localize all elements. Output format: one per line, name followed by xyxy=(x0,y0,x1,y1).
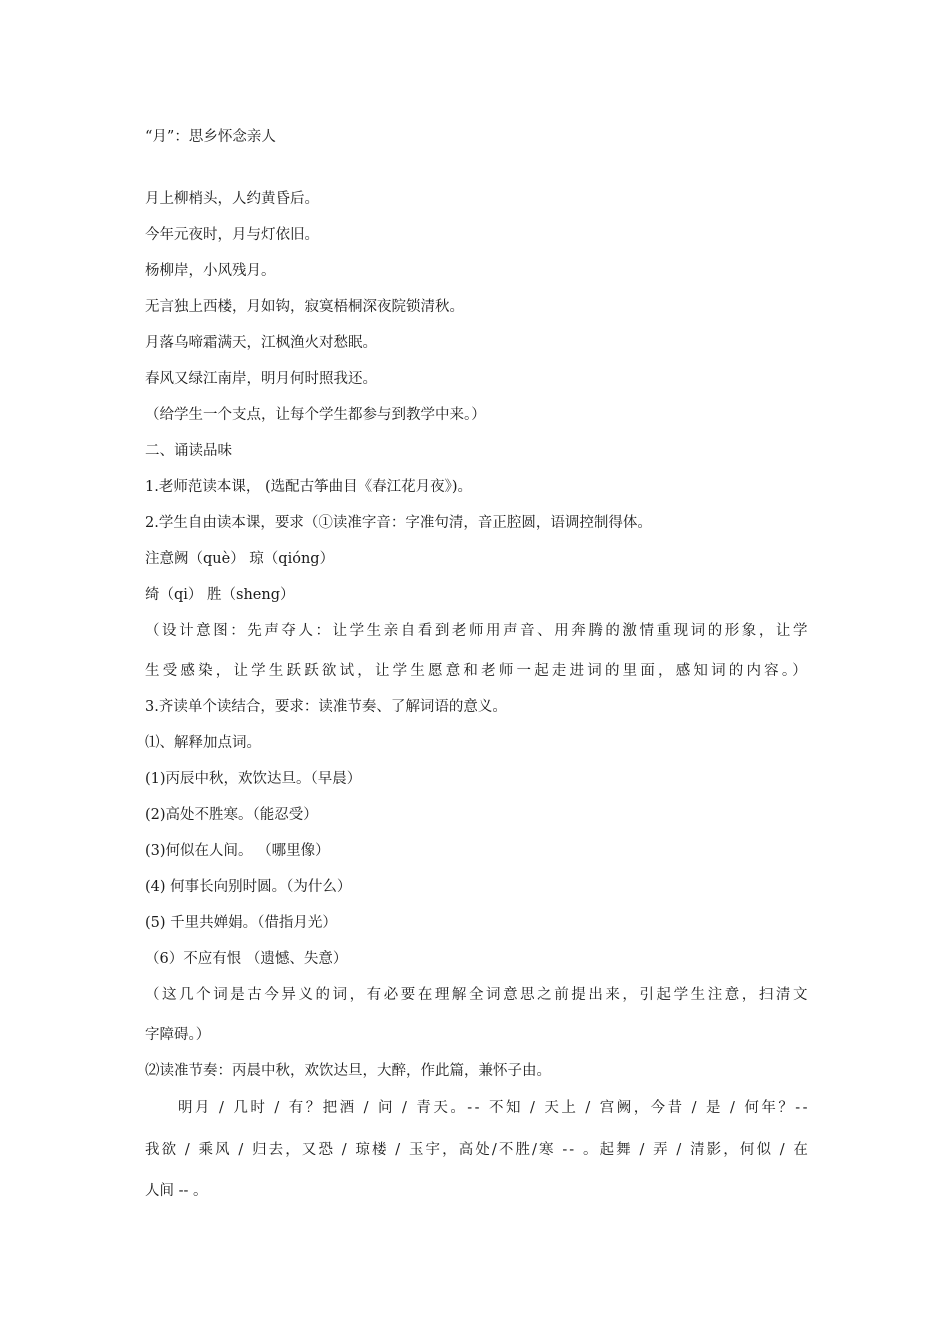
poem-line-2: 今年元夜时，月与灯依旧。 xyxy=(145,227,319,243)
step-1: 1.老师范读本课， (选配古筝曲目《春江花月夜》)。 xyxy=(145,479,473,495)
design-note-2a: （设计意图：先声夺人：让学生亲自看到老师用声音、用奔腾的激情重现词的形象，让学 xyxy=(145,623,810,639)
subsection-2: ⑵读准节奏：丙晨中秋，欢饮达旦，大醉，作此篇，兼怀子由。 xyxy=(145,1063,551,1079)
word-item-5: (5) 千里共婵娟。（借指月光） xyxy=(145,915,337,931)
design-note-1: （给学生一个支点，让每个学生都参与到教学中来。） xyxy=(145,407,486,423)
pronunciation-2: 绮（qi） 胜（sheng） xyxy=(145,587,295,603)
word-item-6: （6）不应有恨 （遗憾、失意） xyxy=(145,951,348,967)
design-note-2b: 生受感染，让学生跃跃欲试，让学生愿意和老师一起走进词的里面，感知词的内容。） xyxy=(145,663,810,679)
rhythm-line-3: 人间 -- 。 xyxy=(145,1183,208,1199)
step-2: 2.学生自由读本课，要求（①读准字音：字准句清，音正腔圆，语调控制得体。 xyxy=(145,515,652,531)
design-note-3a: （这几个词是古今异义的词，有必要在理解全词意思之前提出来，引起学生注意，扫清文 xyxy=(145,987,810,1003)
poem-line-3: 杨柳岸，小风残月。 xyxy=(145,263,276,279)
rhythm-line-1: 明月 / 几时 / 有？把酒 / 问 / 青天。-- 不知 / 天上 / 宫阙，今昔 / 是 / 何年？-- xyxy=(178,1100,810,1116)
poem-line-5: 月落乌啼霜满天，江枫渔火对愁眠。 xyxy=(145,335,377,351)
word-item-1: (1)丙辰中秋，欢饮达旦。（早晨） xyxy=(145,771,362,787)
word-item-2: (2)高处不胜寒。（能忍受） xyxy=(145,807,318,823)
word-item-3: (3)何似在人间。 （哪里像） xyxy=(145,843,330,859)
pronunciation-1: 注意阙（què） 琼（qióng） xyxy=(145,551,335,567)
poem-line-4: 无言独上西楼，月如钩，寂寞梧桐深夜院锁清秋。 xyxy=(145,299,464,315)
section-title-2: 二、诵读品味 xyxy=(145,443,232,459)
word-item-4: (4) 何事长向别时圆。（为什么） xyxy=(145,879,352,895)
subsection-1: ⑴、解释加点词。 xyxy=(145,735,261,751)
step-3: 3.齐读单个读结合，要求：读准节奏、了解词语的意义。 xyxy=(145,699,507,715)
poem-line-6: 春风又绿江南岸，明月何时照我还。 xyxy=(145,371,377,387)
poem-line-1: 月上柳梢头，人约黄昏后。 xyxy=(145,191,319,207)
design-note-3b: 字障碍。） xyxy=(145,1027,211,1043)
section-heading: “月”：思乡怀念亲人 xyxy=(145,129,276,145)
rhythm-line-2: 我欲 / 乘风 / 归去，又恐 / 琼楼 / 玉宇，高处/不胜/寒 -- 。起舞 / 弄 / 清影，何似 / 在 xyxy=(145,1142,810,1158)
